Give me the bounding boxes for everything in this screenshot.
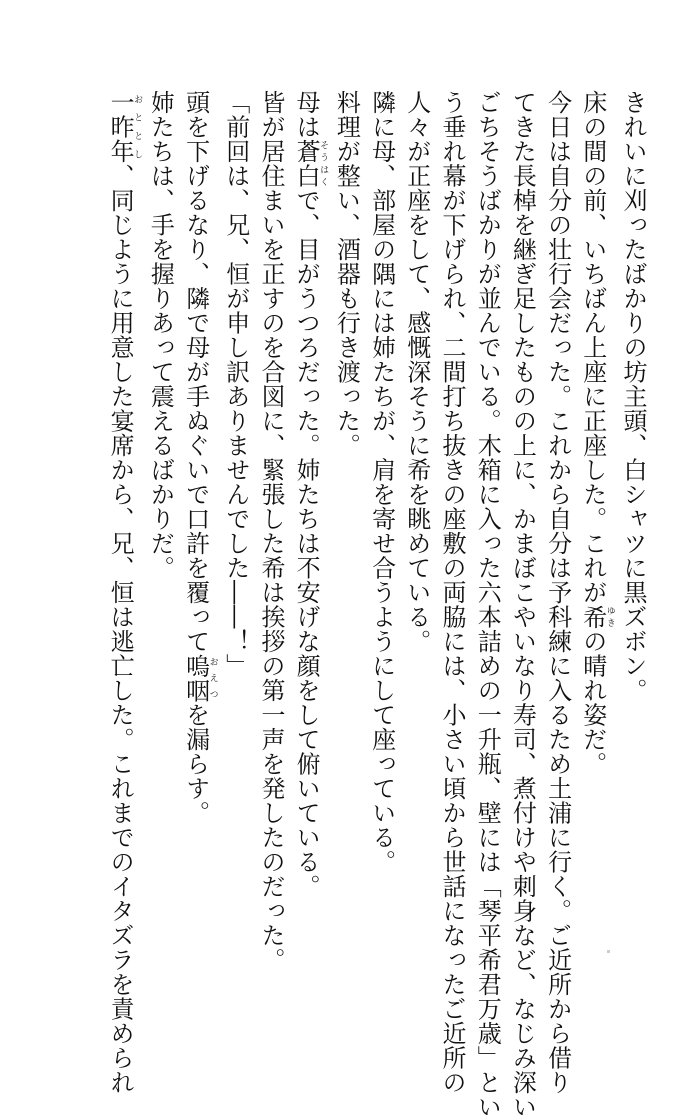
text-line: 姉たちは、手を握りあって震えるばかりだ。	[146, 90, 175, 580]
text-line: ごちそうばかりが並んでいる。木箱に入った六本詰めの一升瓶、壁には「琴平希君万歳」とい	[473, 90, 502, 1119]
text-line: てきた長棹を継ぎ足したものの上に、かまぼこやいなり寿司、煮付けや刺身など、なじみ深い	[508, 90, 537, 1119]
text-line: 頭を下げるなり、隣で母が手ぬぐいで口許を覆って嗚咽おえつを漏らす。	[181, 90, 218, 825]
text-line: 料理が整い、酒器も行き渡った。	[332, 90, 361, 458]
text-line: 人々が正座をして、感慨深そうに希を眺めている。	[402, 90, 431, 654]
dialogue-line: 「前回は、兄、恒が申し訳ありませんでした――！」	[221, 90, 250, 678]
text-line: う垂れ幕が下げられ、二間打ち抜きの座敷の両脇には、小さい頃から世話になったご近所の	[437, 90, 466, 1095]
text-line: 母は蒼白そうはくで、目がうつろだった。姉たちは不安げな顔をして俯いている。	[292, 90, 329, 899]
text-line: 今日は自分の壮行会だった。これから自分は予科練に入るため土浦に行く。ご近所から借り	[543, 90, 572, 1095]
text-line: 床の間の前、いちばん上座に正座した。これが希ゆきの晴れ姿だ。	[578, 90, 615, 776]
vertical-text-body	[102, 90, 650, 1119]
text-line: 隣に母、部屋の隅には姉たちが、肩を寄せ合うようにして座っている。	[367, 90, 396, 874]
text-line: 一昨年おととし、同じように用意した宴席から、兄、恒は逃亡した。これまでのイタズラを責められ	[106, 90, 143, 1095]
text-line: 皆が居住まいを正すのを合図に、緊張した希は挨拶の第一声を発したのだった。	[256, 90, 285, 972]
page-mark	[607, 950, 610, 953]
text-line: きれいに刈ったばかりの坊主頭、白シャツに黒ズボン。	[619, 90, 647, 703]
